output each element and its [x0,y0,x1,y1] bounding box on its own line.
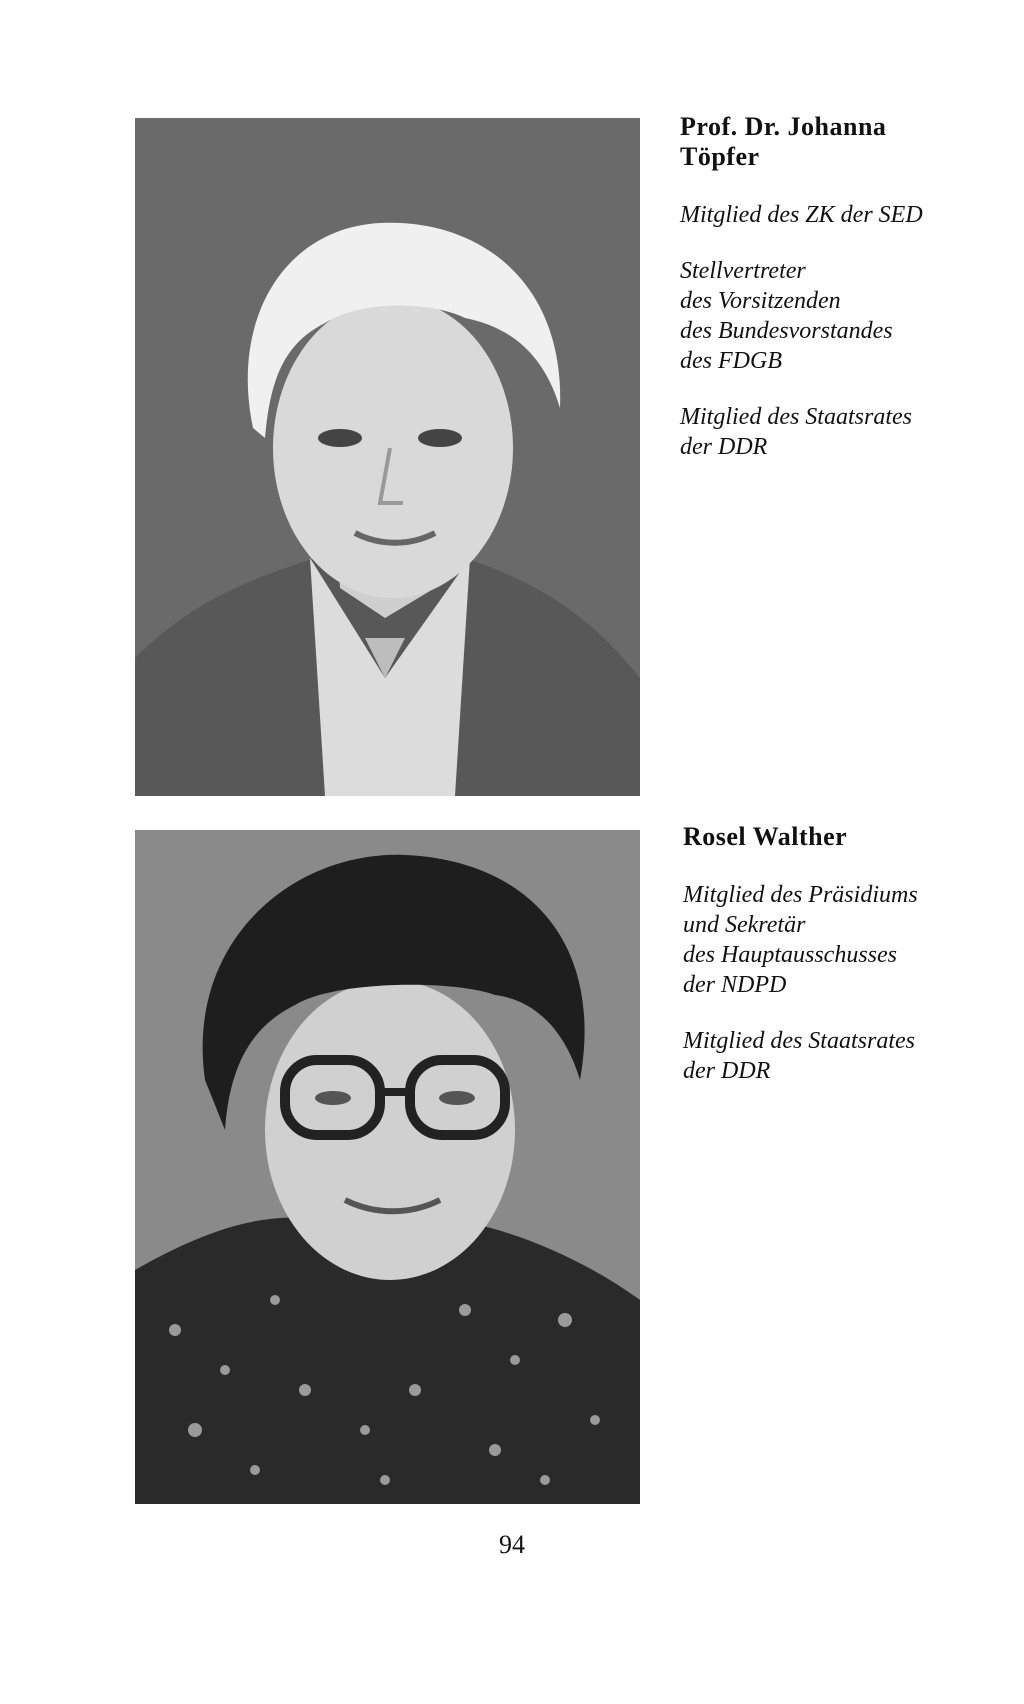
role-line: Mitglied des Präsidiums [683,882,918,908]
portrait-photo-toepfer [135,118,640,796]
role-block [680,256,1000,376]
role-line: des Bundesvorstandes [680,318,893,344]
portrait-illustration [135,830,640,1504]
person-name [680,112,1000,172]
role-line: und Sekretär [683,912,806,938]
page-number: 94 [499,1530,525,1559]
role-line: Mitglied des Staatsrates [680,404,912,430]
role-block [683,1026,1003,1086]
role-line: des FDGB [680,348,782,374]
person-name-line-2: Töpfer [680,142,760,171]
role-block [680,200,1000,230]
portrait-illustration [135,118,640,796]
portrait-photo-walther [135,830,640,1504]
caption-toepfer [680,112,1000,488]
role-line: der NDPD [683,972,787,998]
role-line: des Hauptausschusses [683,942,897,968]
person-name-line-1: Prof. Dr. Johanna [680,112,887,141]
caption-walther [683,822,1003,1112]
role-line: Mitglied des ZK der SED [680,202,923,228]
role-line: des Vorsitzenden [680,288,841,314]
role-block [680,402,1000,462]
role-line: der DDR [680,434,768,460]
role-line: Mitglied des Staatsrates [683,1028,915,1054]
role-line: Stellvertreter [680,258,806,284]
person-name-line-1: Rosel Walther [683,822,848,851]
role-block [683,880,1003,1000]
person-name [683,822,1003,852]
role-line: der DDR [683,1058,771,1084]
